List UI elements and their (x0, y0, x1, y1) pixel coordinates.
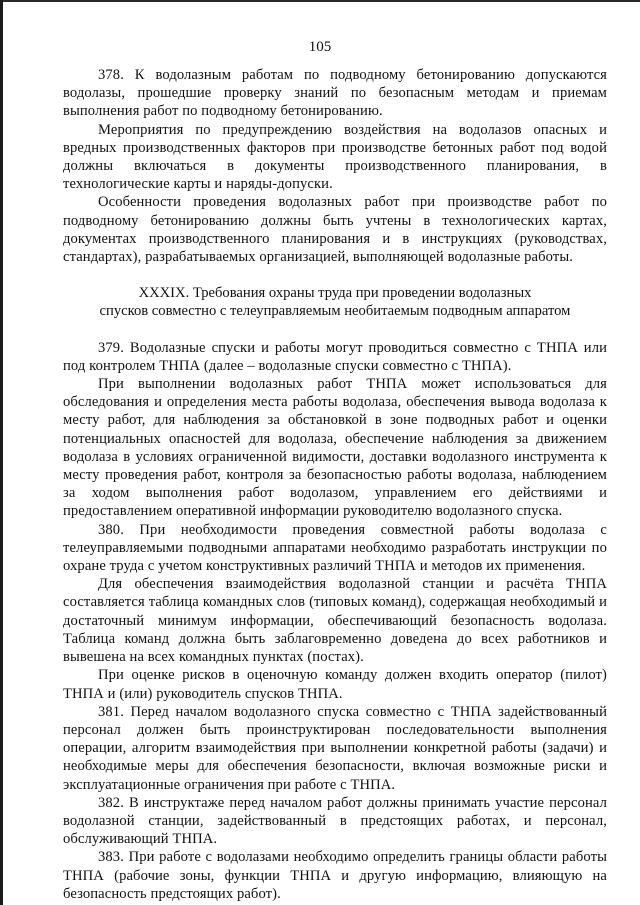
paragraph-hazard-prevention: Мероприятия по предупреждению воздействия на водолазов опасных и вредных производственных факторов при производстве бетонных работ под водой должны включаться в документы производственного планирования, в технологические карты и наряды-допуски. (63, 121, 607, 193)
scan-edge-top (0, 0, 640, 2)
section-heading-line-1: XXXIX. Требования охраны труда при проведении водолазных (138, 285, 532, 302)
paragraph-381: 381. Перед началом водолазного спуска совместно с ТНПА задействованный персонал должен быть проинструктирован последовательности выполнения операции, алгоритм взаимодействия при выполнении конкретной работы (задачи) и необходимые меры для обеспечения безопасности, включая возможные риски и эксплуатационные ограничения при работе с ТНПА. (63, 703, 607, 793)
paragraph-concreting-specifics: Особенности проведения водолазных работ при производстве работ по подводному бетонированию должны быть учтены в технологических картах, документах производственного планирования и в инструкциях (руководствах, стандартах), разрабатываемых организацией, выполняющей водолазные работы. (63, 194, 607, 266)
paragraph-379: 379. Водолазные спуски и работы могут проводиться совместно с ТНПА или под контролем ТНПА (далее – водолазные спуски совместно с ТНПА). (63, 339, 607, 374)
section-heading (63, 284, 607, 320)
page-number: 105 (308, 39, 332, 55)
paragraph-rov-usage: При выполнении водолазных работ ТНПА может использоваться для обследования и определения места работы водолаза, обеспечения вывода водолаза к месту работ, для наблюдения за обстановкой в зоне подводных работ и оценки потенциальных опасностей для водолаза, обеспечение наблюдения за движением водолаза в условиях ограниченной видимости, доставки водолазного инструмента к месту проведения работ, контроля за безопасностью работы водолаза, наблюдением за ходом выполнения работ водолазом, управлением его действиями и предоставлением оперативной информации руководителю водолазного спуска. (63, 376, 607, 520)
scan-edge-left (0, 0, 3, 905)
paragraph-command-table: Для обеспечения взаимодействия водолазной станции и расчёта ТНПА составляется таблица командных слов (типовых команд), содержащая необходимый и достаточный минимум информации, обеспечивающий безопасность водолаза. Таблица команд должна быть заблаговременно доведена до всех работников и вывешена на всех командных пунктах (постах). (63, 576, 607, 666)
paragraph-380: 380. При необходимости проведения совместной работы водолаза с телеуправляемыми подводными аппаратами необходимо разработать инструкции по охране труда с учетом конструктивных различий ТНПА и методов их применения. (63, 521, 607, 575)
paragraph-383: 383. При работе с водолазами необходимо определить границы области работы ТНПА (рабочие зоны, функции ТНПА и другую информацию, влияющую на безопасность предстоящих работ). (63, 849, 607, 902)
page-content (63, 66, 607, 903)
paragraph-378: 378. К водолазным работам по подводному бетонированию допускаются водолазы, прошедшие проверку знаний по безопасным методам и приемам выполнения работ по подводному бетонированию. (63, 67, 607, 120)
paragraph-382: 382. В инструктаже перед началом работ должны принимать участие персонал водолазной станции, задействованный в предстоящих работах, и персонал, обслуживающий ТНПА. (63, 794, 607, 848)
section-heading-line-2: спусков совместно с телеуправляемым необитаемым подводным аппаратом (99, 303, 571, 320)
paragraph-risk-assessment: При оценке рисков в оценочную команду должен входить оператор (пилот) ТНПА и (или) руководитель спусков ТНПА. (63, 667, 607, 702)
